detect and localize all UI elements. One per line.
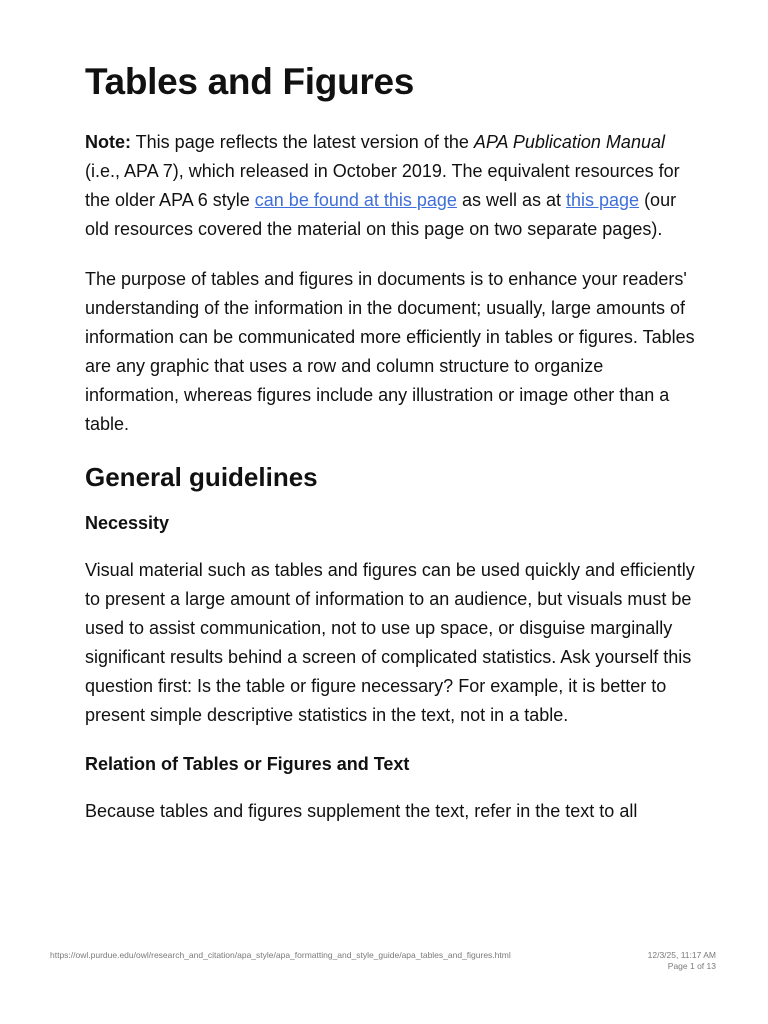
note-text-4: (our old resources covered the material on this page on two separate pages).: [85, 190, 677, 239]
relation-heading: Relation of Tables or Figures and Text: [85, 754, 410, 774]
note-paragraph: [85, 128, 695, 244]
necessity-heading: Necessity: [85, 513, 170, 533]
footer-url: https://owl.purdue.edu/owl/research_and_citation/apa_style/apa_formatting_and_style_guide/apa_tables_and_figures.html: [50, 950, 511, 960]
note-text-1: This page reflects the latest version of the: [131, 132, 474, 152]
necessity-paragraph: Visual material such as tables and figures can be used quickly and efficiently to present a large amount of information to an audience, but visuals must be used to assist communication, not to use up space, or disguise marginally significant results behind a screen of complicated statistics. Ask yourself this question first: Is the table or figure necessary? For example, it is better to present simple descriptive statistics in the text, not in a table.: [85, 560, 695, 725]
footer-meta: [648, 950, 716, 972]
general-guidelines-heading: General guidelines: [85, 462, 318, 492]
relation-paragraph: Because tables and figures supplement the text, refer in the text to all: [85, 801, 638, 821]
apa6-resource-link-1[interactable]: can be found at this page: [254, 190, 457, 210]
apa6-resource-link-2[interactable]: this page: [566, 190, 640, 210]
page-number: Page 1 of 13: [667, 961, 716, 971]
note-text-2: (i.e., APA 7), which released in October 2019. The equivalent resources for the older APA 6 style: [85, 161, 680, 210]
manual-title: APA Publication Manual: [473, 132, 665, 152]
print-datetime: 12/3/25, 11:17 AM: [647, 950, 716, 960]
note-text-3: as well as at: [456, 190, 566, 210]
intro-paragraph: The purpose of tables and figures in documents is to enhance your readers' understanding of the information in the document; usually, large amounts of information can be communicated more efficiently in tables or figures. Tables are any graphic that uses a row and column structure to organize information, whereas figures include any illustration or image other than a table.: [85, 269, 695, 434]
page-title: Tables and Figures: [85, 61, 415, 102]
note-label: Note:: [85, 132, 131, 152]
article-content: [85, 58, 695, 847]
